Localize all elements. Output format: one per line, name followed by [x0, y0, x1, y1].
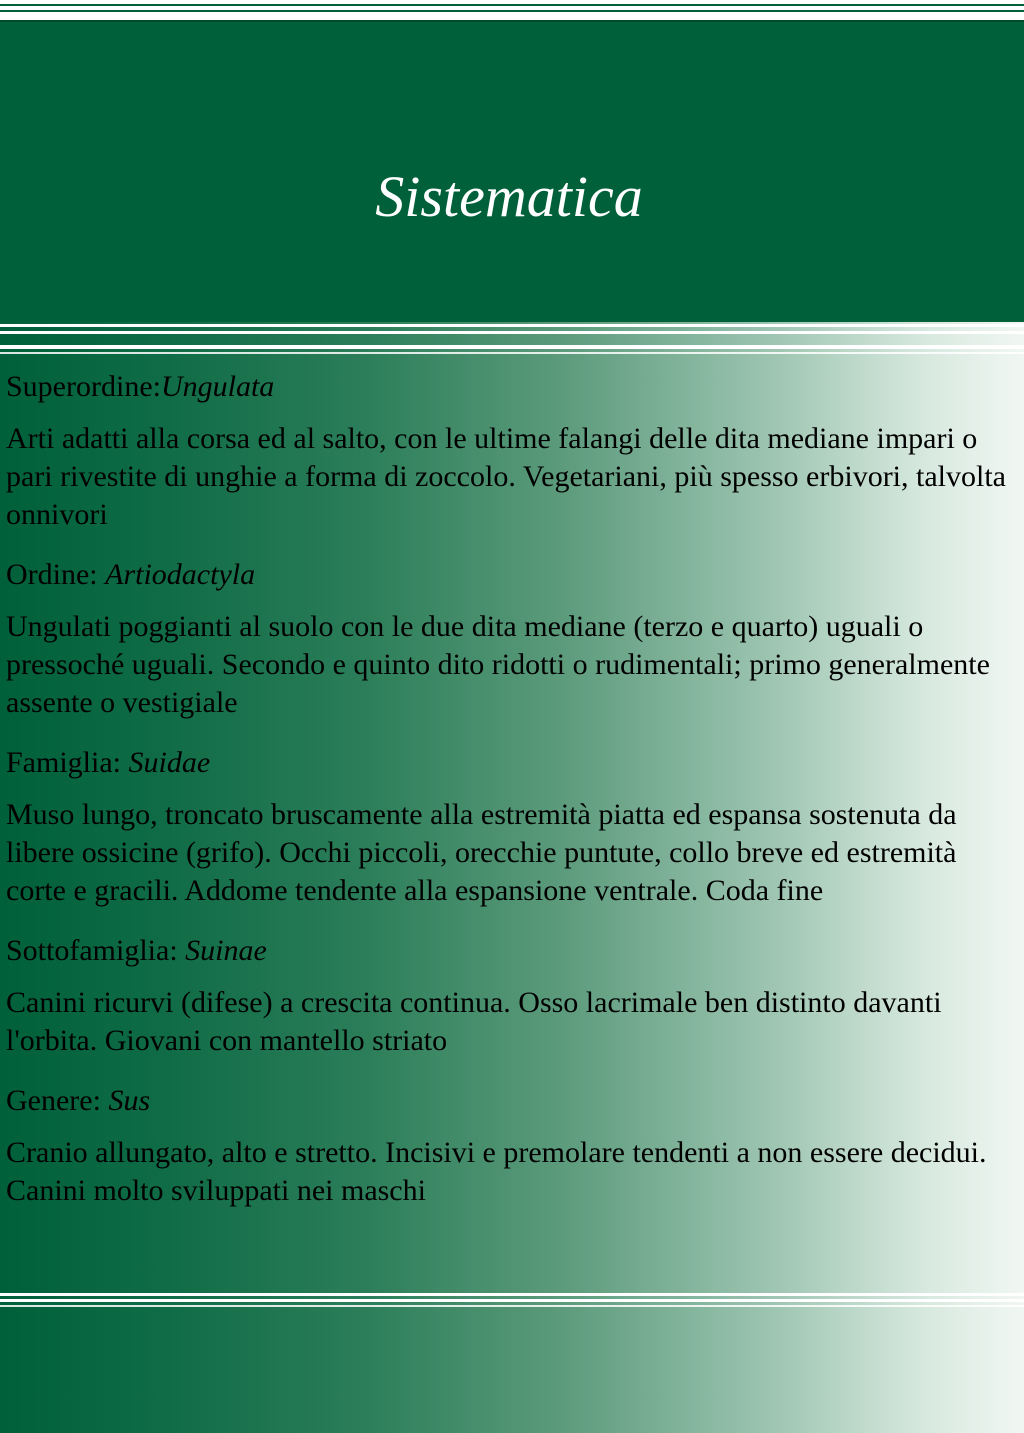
taxon-description: Arti adatti alla corsa ed al salto, con le ultime falangi delle dita mediane impari o pari rivestite di unghie a forma di zoccolo. Vegetariani, più spesso erbivori, talvolta onnivori [6, 422, 1006, 531]
top-decorative-line [0, 10, 1024, 12]
taxon-heading [6, 744, 1022, 782]
taxon-description: Ungulati poggianti al suolo con le due dita mediane (terzo e quarto) uguali o pressoché uguali. Secondo e quinto dito ridotti o rudimentali; primo generalmente assente o vestigiale [6, 610, 990, 719]
header-divider-line [0, 345, 1024, 349]
rank-label: Superordine: [6, 370, 161, 403]
taxon-name: Suinae [185, 934, 267, 967]
slide-title: Sistematica [375, 164, 643, 229]
taxon-description: Canini ricurvi (difese) a crescita continua. Osso lacrimale ben distinto davanti l'orbita. Giovani con mantello striato [6, 986, 942, 1057]
taxon-name: Artiodactyla [105, 558, 256, 591]
header-divider-line [0, 331, 1024, 334]
taxon-name: Suidae [128, 746, 211, 779]
taxonomy-content [6, 368, 1022, 1232]
footer-divider-line [0, 1299, 1024, 1302]
title-banner [0, 20, 1024, 322]
header-divider-line [0, 324, 1024, 327]
footer-divider-line [0, 1293, 1024, 1296]
rank-label: Genere: [6, 1084, 109, 1117]
top-decorative-line [0, 4, 1024, 6]
taxon-name: Sus [108, 1084, 151, 1117]
header-divider-line [0, 352, 1024, 354]
footer-divider-line [0, 1305, 1024, 1307]
rank-label: Ordine: [6, 558, 106, 591]
taxon-heading [6, 368, 1022, 406]
rank-label: Famiglia: [6, 746, 129, 779]
taxon-description: Cranio allungato, alto e stretto. Incisivi e premolare tendenti a non essere decidui. Canini molto sviluppati nei maschi [6, 1136, 987, 1207]
taxon-description: Muso lungo, troncato bruscamente alla estremità piatta ed espansa sostenuta da libere ossicine (grifo). Occhi piccoli, orecchie puntute, collo breve ed estremità corte e gracili. Addome tendente alla espansione ventrale. Coda fine [6, 798, 957, 907]
rank-label: Sottofamiglia: [6, 934, 186, 967]
taxon-heading [6, 556, 1022, 594]
taxon-heading [6, 932, 1022, 970]
taxon-name: Ungulata [160, 370, 275, 403]
taxon-heading [6, 1082, 1022, 1120]
